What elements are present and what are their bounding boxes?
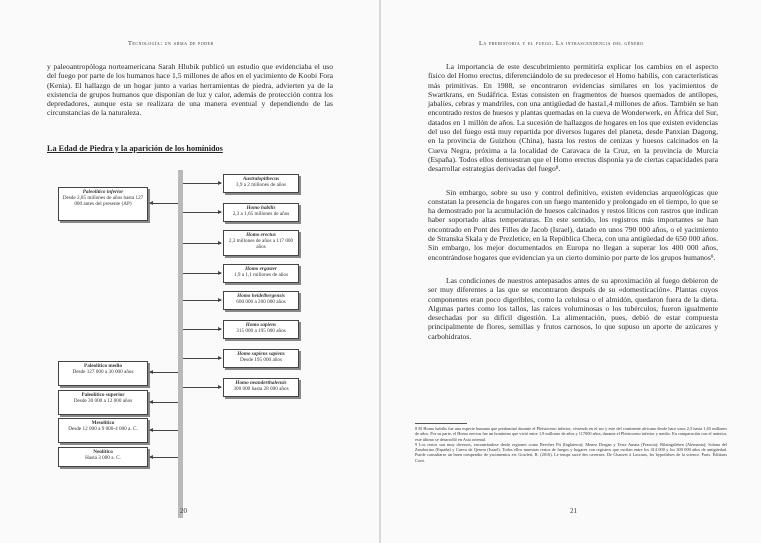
- period-title: Neolítico: [93, 449, 113, 455]
- species-title: Homo heidelbergensis: [237, 293, 285, 299]
- page-number-left: 20: [180, 507, 187, 515]
- body-paragraph: Sin embargo, sobre su uso y control definitivo, existen evidencias arqueológicas que constatan la presencia de hogares con un fuego mantenido y prolongado en el tiempo, lo que se ha demostrado por la acumulación de huesos calcinados y restos líticos con rastros que indican haber soportado altas temperaturas. En este sentido, los registros más importantes se han encontrado en Pont des Filles de Jacob (Israel), datado en unos 790 000 años, o el yacimiento de Stranska Skala y de Prezletice, en la República Checa, con una antigüedad de 650 000 años. Sin embargo, los mejor documentados en Europa no llegan a superar los 400 000 años, encontrándose hogares que evidencian ya un cierto dominio por parte de los grupos humanos⁹.: [428, 187, 718, 262]
- arrow-connector: [183, 212, 221, 213]
- period-box: [58, 418, 148, 443]
- species-box: [223, 264, 299, 283]
- arrow-connector: [183, 243, 221, 244]
- period-title: Paleolítico superior: [81, 392, 125, 398]
- arrow-connector: [150, 372, 178, 373]
- footnotes: [415, 426, 727, 463]
- species-box: [223, 378, 299, 397]
- arrow-connector: [183, 358, 221, 359]
- species-title: Homo neanderthalensis: [235, 380, 287, 386]
- species-detail: 2,3 a 1,65 millones de años: [232, 211, 290, 218]
- period-title: Paleolítico inferior: [82, 189, 124, 195]
- intro-text: y paleoantropóloga norteamericana Sarah Hlubik publicó un estudio que evidenciaba el uso del fuego por parte de los humanos hace 1,5 millones de años en el yacimiento de Koobi Fora (Kenia). El hallazgo de un hogar junto a varias herramientas de piedra, advierten ya de la existencia de grupos humanos que disponían de luz y calor, además de protección contra los depredadores, aunque esta se realizara de una manera eventual y dependiendo de las circunstancias de la naturaleza.: [47, 62, 333, 118]
- footnote-9: 9 Los restos son muy diversos, encontrándose desde regiones como Beeches Pit (Inglaterra); Menez Dregan y Terra Amata (Francia); Bilzingsleben (Alemania); Solana del Zamborino (España) y Cueva de Qesem (Israel). Todos ellos muestras restos de fuegos y hogares con registros que oscilan entre los 414 000 y los 300 000 años de antigüedad. Puede consultarse un buen compendio de yacimientos en: Gowlett, R. (2016). Le temps sacré des cavernes. De Chauvet à Lascaux, les hypothèses de la science. París. Éditions Corti.: [415, 441, 727, 463]
- period-detail: Hasta 3 000 a. C.: [85, 455, 121, 462]
- period-box: [58, 361, 148, 386]
- species-detail: 1,9 a 1,1 millones de años: [233, 272, 289, 279]
- body-paragraph: La importancia de este descubrimiento permitiría explicar los cambios en el aspecto físico del Homo erectus, diferenciándolo de su predecesor el Homo habilis, con características más primitivas. En 1988, se encontraron evidencias similares en los yacimientos de Swartkrans, en Sudáfrica. Estas consisten en fragmentos de huesos quemados de antílopes, jabalíes, cebras y mandriles, con una antigüedad de hasta1,4 millones de años. También se han encontrado restos de huesos y plantas quemadas en la cueva de Wonderwerk, en África del Sur, datados en 1 millón de años. La sucesión de hallazgos de hogares en los que existen evidencias del uso del fuego está muy repartida por diversos lugares del planeta, desde Panxian Dagong, en la provincia de Guizhou (China), hasta los restos de cenizas y huesos calcinados en la Cueva Negra, próxima a la localidad de Caravaca de la Cruz, en la provincia de Murcia (España). Todos ellos demuestran que el Homo erectus disponía ya de ciertas capacidades para desarrollar estrategias derivadas del fuego⁸.: [428, 62, 718, 174]
- species-box: [223, 203, 299, 222]
- species-detail: 300 000 hasta 28 000 años: [233, 386, 289, 393]
- species-title: Homo sapiens sapiens: [237, 351, 285, 357]
- period-box: [58, 447, 148, 467]
- arrow-connector: [183, 300, 221, 301]
- body-paragraph: Las condiciones de nuestros antepasados antes de su aproximación al fuego debieron de ser muy diferentes a las que se encontraron después de su «domesticación». Plantas cuyos componentes eran poco digeribles, como la celulosa o el almidón, quedaron fuera de la dieta. Algunas partes como los tallos, las raíces voluminosas o los tubérculos, fueron igualmente desechadas por su difícil digestión. La alimentación, pues, debió de estar compuesta principalmente de flores, semillas y frutos carnosos, lo que supuso un aporte de azúcares y carbohidratos.: [428, 275, 718, 341]
- left-page: [0, 0, 380, 543]
- left-intro-paragraph: [47, 62, 333, 118]
- arrow-connector: [183, 183, 221, 184]
- species-title: Australopithecus: [242, 176, 280, 182]
- arrow-connector: [183, 329, 221, 330]
- period-detail: Desde 127 000 a 30 000 años: [72, 369, 134, 376]
- period-detail: Desde 12 000 a 9 000-4 000 a. C.: [68, 426, 138, 433]
- period-box: [58, 187, 148, 221]
- species-detail: 315 000 a 195 000 años: [236, 328, 286, 335]
- species-detail: 2,3 millones de años a 117 000 años: [228, 238, 294, 251]
- arrow-connector: [150, 203, 178, 204]
- period-title: Mesolítico: [91, 420, 115, 426]
- period-detail: Desde 30 000 a 12 000 años: [73, 398, 133, 405]
- timeline-bar: [178, 170, 183, 518]
- arrow-connector: [183, 273, 221, 274]
- species-box: [223, 230, 299, 256]
- species-box: [223, 291, 299, 310]
- species-box: [223, 320, 299, 339]
- right-page: [381, 0, 761, 543]
- species-detail: Desde 195 000 años: [240, 357, 282, 364]
- arrow-connector: [150, 430, 178, 431]
- species-title: Homo habilis: [246, 205, 276, 211]
- period-detail: Desde 2,85 millones de años hasta 127 000 antes del presente (AP): [62, 195, 144, 208]
- footnote-rule: [415, 423, 467, 424]
- species-box: [223, 349, 299, 368]
- right-body-text: [428, 62, 718, 341]
- page-number-right: 21: [570, 507, 577, 515]
- species-title: Homo sapiens: [245, 322, 277, 328]
- section-title: La Edad de Piedra y la aparición de los homínidos: [47, 144, 223, 153]
- period-title: Paleolítico medio: [84, 363, 122, 369]
- species-title: Homo ergaster: [245, 266, 277, 272]
- left-running-header: Tecnología: un arma de poder: [128, 40, 214, 47]
- right-running-header: La prehistoria y el fuego. La intrascendencia del género: [479, 40, 644, 47]
- footnote-8: 8 El Homo habilis fue una especie humana que predominó durante el Pleistoceno inferior, viviendo en el sur y este del continente africano desde hace unos 2,3 hasta 1,65 millones de años. Por su parte, el Homo erectus fue un homínino que vivió entre 1,9 millones de años y 117000 años, durante el Pleistoceno inferior y medio. En comparación con el anterior, este último se desarrolló en Asia oriental.: [415, 426, 727, 442]
- species-title: Homo erectus: [246, 232, 276, 238]
- arrow-connector: [150, 402, 178, 403]
- species-box: [223, 174, 299, 193]
- arrow-connector: [150, 457, 178, 458]
- species-detail: 600 000 a 200 000 años: [236, 299, 286, 306]
- species-detail: 3,9 a 2 millones de años: [235, 182, 287, 189]
- arrow-connector: [183, 387, 221, 388]
- period-box: [58, 390, 148, 415]
